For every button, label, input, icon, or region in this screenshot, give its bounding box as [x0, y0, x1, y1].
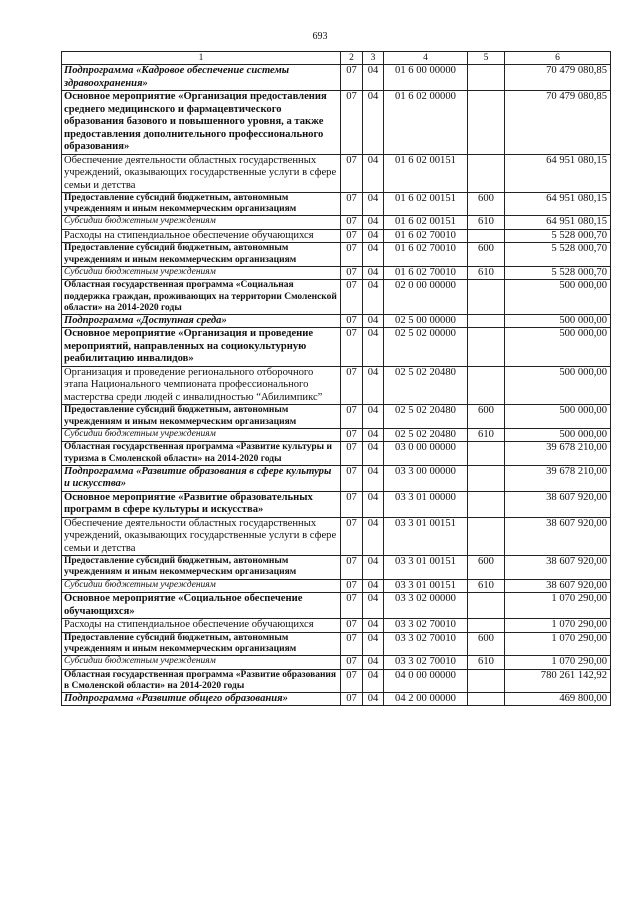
- subsection-code: 04: [363, 669, 384, 692]
- target-article-code: 03 3 00 00000: [384, 465, 468, 491]
- section-code: 07: [341, 229, 363, 243]
- table-row: [62, 619, 611, 633]
- target-article-code: 03 3 02 00000: [384, 593, 468, 619]
- subsection-code: 04: [363, 65, 384, 91]
- row-description: Подпрограмма «Развитие общего образования»: [62, 692, 341, 706]
- expense-type-code: 600: [468, 193, 505, 216]
- target-article-code: 01 6 02 00151: [384, 193, 468, 216]
- table-row: [62, 229, 611, 243]
- page-number: 693: [312, 31, 328, 42]
- target-article-code: 02 5 02 00000: [384, 328, 468, 367]
- target-article-code: 03 3 01 00000: [384, 491, 468, 517]
- row-description: Организация и проведение регионального отборочного этапа Национального чемпионата профессионального мастерства среди людей с инвалидностью “Абилимпикс”: [62, 366, 341, 405]
- table-row: [62, 656, 611, 670]
- table-row: [62, 154, 611, 193]
- expense-type-code: 600: [468, 632, 505, 655]
- column-number: 6: [505, 52, 611, 65]
- table-row: [62, 65, 611, 91]
- subsection-code: 04: [363, 619, 384, 633]
- row-description: Субсидии бюджетным учреждениям: [62, 656, 341, 670]
- expense-type-code: [468, 91, 505, 155]
- subsection-code: 04: [363, 656, 384, 670]
- subsection-code: 04: [363, 632, 384, 655]
- subsection-code: 04: [363, 428, 384, 442]
- expense-type-code: 600: [468, 243, 505, 266]
- row-description: Основное мероприятие «Социальное обеспечение обучающихся»: [62, 593, 341, 619]
- target-article-code: 04 2 00 00000: [384, 692, 468, 706]
- target-article-code: 01 6 02 70010: [384, 243, 468, 266]
- section-code: 07: [341, 428, 363, 442]
- target-article-code: 03 3 02 70010: [384, 656, 468, 670]
- table-row: [62, 266, 611, 280]
- row-description: Субсидии бюджетным учреждениям: [62, 579, 341, 593]
- amount: 500 000,00: [505, 328, 611, 367]
- expense-type-code: [468, 669, 505, 692]
- target-article-code: 02 5 00 00000: [384, 314, 468, 328]
- column-number: 2: [341, 52, 363, 65]
- amount: 39 678 210,00: [505, 442, 611, 465]
- table-row: [62, 579, 611, 593]
- section-code: 07: [341, 669, 363, 692]
- section-code: 07: [341, 491, 363, 517]
- subsection-code: 04: [363, 243, 384, 266]
- expense-type-code: 610: [468, 428, 505, 442]
- section-code: 07: [341, 593, 363, 619]
- expense-type-code: [468, 692, 505, 706]
- table-row: [62, 405, 611, 428]
- target-article-code: 01 6 00 00000: [384, 65, 468, 91]
- row-description: Предоставление субсидий бюджетным, автономным учреждениям и иным некоммерческим организациям: [62, 243, 341, 266]
- section-code: 07: [341, 579, 363, 593]
- target-article-code: 03 0 00 00000: [384, 442, 468, 465]
- amount: 500 000,00: [505, 366, 611, 405]
- section-code: 07: [341, 65, 363, 91]
- section-code: 07: [341, 193, 363, 216]
- amount: 5 528 000,70: [505, 266, 611, 280]
- target-article-code: 03 3 01 00151: [384, 579, 468, 593]
- target-article-code: 03 3 02 70010: [384, 619, 468, 633]
- subsection-code: 04: [363, 328, 384, 367]
- subsection-code: 04: [363, 579, 384, 593]
- subsection-code: 04: [363, 229, 384, 243]
- section-code: 07: [341, 692, 363, 706]
- amount: 38 607 920,00: [505, 556, 611, 579]
- amount: 38 607 920,00: [505, 517, 611, 556]
- target-article-code: 03 3 02 70010: [384, 632, 468, 655]
- expense-type-code: 610: [468, 579, 505, 593]
- row-description: Обеспечение деятельности областных государственных учреждений, оказывающих государственные услуги в сфере семьи и детства: [62, 154, 341, 193]
- expense-type-code: [468, 229, 505, 243]
- amount: 64 951 080,15: [505, 216, 611, 230]
- column-number: 5: [468, 52, 505, 65]
- expense-type-code: [468, 442, 505, 465]
- amount: 5 528 000,70: [505, 243, 611, 266]
- expense-type-code: [468, 280, 505, 315]
- amount: 500 000,00: [505, 280, 611, 315]
- target-article-code: 01 6 02 70010: [384, 266, 468, 280]
- expense-type-code: [468, 491, 505, 517]
- amount: 38 607 920,00: [505, 579, 611, 593]
- section-code: 07: [341, 266, 363, 280]
- target-article-code: 04 0 00 00000: [384, 669, 468, 692]
- expense-type-code: 600: [468, 405, 505, 428]
- amount: 1 070 290,00: [505, 656, 611, 670]
- expense-type-code: [468, 465, 505, 491]
- section-code: 07: [341, 465, 363, 491]
- table-row: [62, 632, 611, 655]
- row-description: Подпрограмма «Доступная среда»: [62, 314, 341, 328]
- amount: 1 070 290,00: [505, 593, 611, 619]
- table-row: [62, 280, 611, 315]
- amount: 1 070 290,00: [505, 619, 611, 633]
- column-number: 4: [384, 52, 468, 65]
- table-row: [62, 556, 611, 579]
- column-number-row: [62, 52, 611, 65]
- amount: 500 000,00: [505, 314, 611, 328]
- subsection-code: 04: [363, 266, 384, 280]
- row-description: Субсидии бюджетным учреждениям: [62, 266, 341, 280]
- table-row: [62, 328, 611, 367]
- subsection-code: 04: [363, 366, 384, 405]
- section-code: 07: [341, 154, 363, 193]
- amount: 70 479 080,85: [505, 91, 611, 155]
- target-article-code: 01 6 02 00151: [384, 216, 468, 230]
- target-article-code: 01 6 02 00000: [384, 91, 468, 155]
- row-description: Основное мероприятие «Развитие образовательных программ в сфере культуры и искусства»: [62, 491, 341, 517]
- target-article-code: 02 5 02 20480: [384, 366, 468, 405]
- section-code: 07: [341, 632, 363, 655]
- amount: 64 951 080,15: [505, 193, 611, 216]
- subsection-code: 04: [363, 517, 384, 556]
- budget-table: [61, 51, 611, 706]
- expense-type-code: [468, 517, 505, 556]
- expense-type-code: [468, 619, 505, 633]
- expense-type-code: 610: [468, 216, 505, 230]
- expense-type-code: [468, 314, 505, 328]
- expense-type-code: [468, 328, 505, 367]
- row-description: Предоставление субсидий бюджетным, автономным учреждениям и иным некоммерческим организациям: [62, 405, 341, 428]
- subsection-code: 04: [363, 216, 384, 230]
- budget-table-body: [62, 52, 611, 706]
- table-row: [62, 517, 611, 556]
- expense-type-code: 600: [468, 556, 505, 579]
- row-description: Областная государственная программа «Развитие образования в Смоленской области» на 2014-2020 годы: [62, 669, 341, 692]
- table-row: [62, 366, 611, 405]
- row-description: Обеспечение деятельности областных государственных учреждений, оказывающих государственные услуги в сфере семьи и детства: [62, 517, 341, 556]
- section-code: 07: [341, 328, 363, 367]
- expense-type-code: [468, 65, 505, 91]
- subsection-code: 04: [363, 465, 384, 491]
- row-description: Областная государственная программа «Социальная поддержка граждан, проживающих на территории Смоленской области» на 2014-2020 годы: [62, 280, 341, 315]
- table-row: [62, 216, 611, 230]
- column-number: 3: [363, 52, 384, 65]
- section-code: 07: [341, 517, 363, 556]
- subsection-code: 04: [363, 280, 384, 315]
- row-description: Подпрограмма «Кадровое обеспечение системы здравоохранения»: [62, 65, 341, 91]
- expense-type-code: [468, 593, 505, 619]
- section-code: 07: [341, 314, 363, 328]
- amount: 469 800,00: [505, 692, 611, 706]
- table-row: [62, 593, 611, 619]
- section-code: 07: [341, 656, 363, 670]
- section-code: 07: [341, 619, 363, 633]
- section-code: 07: [341, 405, 363, 428]
- table-row: [62, 314, 611, 328]
- amount: 5 528 000,70: [505, 229, 611, 243]
- section-code: 07: [341, 366, 363, 405]
- amount: 64 951 080,15: [505, 154, 611, 193]
- row-description: Подпрограмма «Развитие образования в сфере культуры и искусства»: [62, 465, 341, 491]
- row-description: Субсидии бюджетным учреждениям: [62, 216, 341, 230]
- table-row: [62, 243, 611, 266]
- subsection-code: 04: [363, 593, 384, 619]
- amount: 500 000,00: [505, 428, 611, 442]
- target-article-code: 02 5 02 20480: [384, 405, 468, 428]
- subsection-code: 04: [363, 442, 384, 465]
- subsection-code: 04: [363, 154, 384, 193]
- target-article-code: 03 3 01 00151: [384, 556, 468, 579]
- table-row: [62, 465, 611, 491]
- row-description: Предоставление субсидий бюджетным, автономным учреждениям и иным некоммерческим организациям: [62, 193, 341, 216]
- expense-type-code: [468, 366, 505, 405]
- subsection-code: 04: [363, 556, 384, 579]
- subsection-code: 04: [363, 193, 384, 216]
- row-description: Основное мероприятие «Организация предоставления среднего медицинского и фармацевтического образования базового и повышенного уровня, а также предоставления дополнительного профессионального образования»: [62, 91, 341, 155]
- table-row: [62, 193, 611, 216]
- amount: 500 000,00: [505, 405, 611, 428]
- column-number: 1: [62, 52, 341, 65]
- row-description: Расходы на стипендиальное обеспечение обучающихся: [62, 619, 341, 633]
- row-description: Субсидии бюджетным учреждениям: [62, 428, 341, 442]
- amount: 70 479 080,85: [505, 65, 611, 91]
- amount: 780 261 142,92: [505, 669, 611, 692]
- section-code: 07: [341, 91, 363, 155]
- expense-type-code: [468, 154, 505, 193]
- table-row: [62, 442, 611, 465]
- amount: 39 678 210,00: [505, 465, 611, 491]
- amount: 38 607 920,00: [505, 491, 611, 517]
- row-description: Предоставление субсидий бюджетным, автономным учреждениям и иным некоммерческим организациям: [62, 632, 341, 655]
- target-article-code: 02 0 00 00000: [384, 280, 468, 315]
- amount: 1 070 290,00: [505, 632, 611, 655]
- section-code: 07: [341, 216, 363, 230]
- row-description: Основное мероприятие «Организация и проведение мероприятий, направленных на социокультурную реабилитацию инвалидов»: [62, 328, 341, 367]
- target-article-code: 01 6 02 70010: [384, 229, 468, 243]
- table-row: [62, 669, 611, 692]
- section-code: 07: [341, 556, 363, 579]
- target-article-code: 02 5 02 20480: [384, 428, 468, 442]
- subsection-code: 04: [363, 314, 384, 328]
- subsection-code: 04: [363, 692, 384, 706]
- section-code: 07: [341, 280, 363, 315]
- subsection-code: 04: [363, 405, 384, 428]
- table-row: [62, 428, 611, 442]
- subsection-code: 04: [363, 491, 384, 517]
- table-row: [62, 91, 611, 155]
- target-article-code: 01 6 02 00151: [384, 154, 468, 193]
- table-row: [62, 692, 611, 706]
- section-code: 07: [341, 243, 363, 266]
- row-description: Предоставление субсидий бюджетным, автономным учреждениям и иным некоммерческим организациям: [62, 556, 341, 579]
- row-description: Областная государственная программа «Развитие культуры и туризма в Смоленской области» на 2014-2020 годы: [62, 442, 341, 465]
- expense-type-code: 610: [468, 656, 505, 670]
- subsection-code: 04: [363, 91, 384, 155]
- target-article-code: 03 3 01 00151: [384, 517, 468, 556]
- row-description: Расходы на стипендиальное обеспечение обучающихся: [62, 229, 341, 243]
- section-code: 07: [341, 442, 363, 465]
- table-row: [62, 491, 611, 517]
- expense-type-code: 610: [468, 266, 505, 280]
